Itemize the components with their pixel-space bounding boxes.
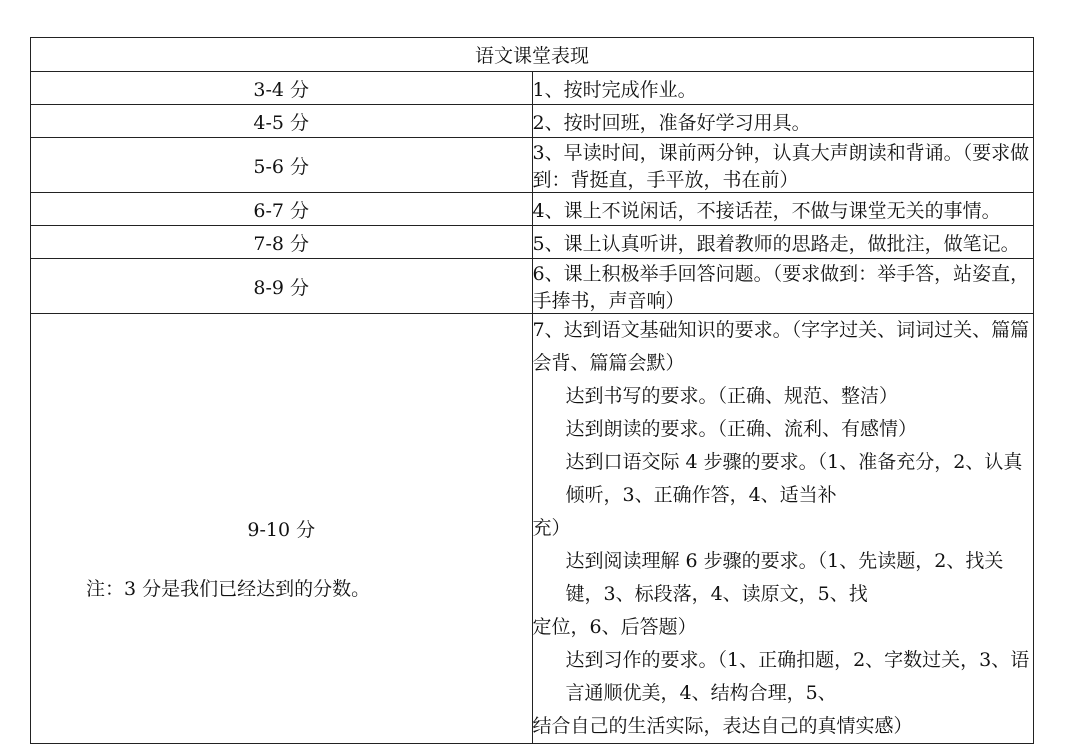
score-range: 8-9 分	[31, 259, 533, 314]
score-range: 7-8 分	[31, 226, 533, 259]
score-range: 3-4 分	[31, 72, 533, 105]
criteria-line: 达到阅读理解 6 步骤的要求。（1、先读题，2、找关键，3、标段落，4、读原文，5、找	[565, 550, 1004, 605]
criteria-text: 5、课上认真听讲，跟着教师的思路走，做批注，做笔记。	[532, 226, 1034, 259]
score-range: 6-7 分	[31, 193, 533, 226]
score-range: 9-10 分	[31, 314, 533, 744]
table-row-top-score	[31, 314, 1034, 744]
criteria-line: 7、达到语文基础知识的要求。（字字过关、词词过关、篇篇会背、篇篇会默）	[532, 319, 1030, 374]
criteria-text: 4、课上不说闲话，不接话茬，不做与课堂无关的事情。	[532, 193, 1034, 226]
table-row	[31, 193, 1034, 226]
criteria-line: 达到朗读的要求。（正确、流利、有感情）	[565, 418, 918, 440]
score-range: 4-5 分	[31, 105, 533, 138]
table-row	[31, 138, 1034, 193]
criteria-text-multiline	[532, 314, 1034, 744]
table-title-row	[31, 38, 1034, 72]
table-row	[31, 72, 1034, 105]
table-row	[31, 226, 1034, 259]
criteria-line: 达到习作的要求。（1、正确扣题，2、字数过关，3、语言通顺优美，4、结构合理，5、	[565, 649, 1030, 704]
classroom-performance-table	[30, 37, 1034, 744]
table-row	[31, 105, 1034, 138]
criteria-text: 3、早读时间，课前两分钟，认真大声朗读和背诵。（要求做到：背挺直，手平放，书在前）	[532, 138, 1034, 193]
footnote: 注：3 分是我们已经达到的分数。	[86, 578, 371, 600]
criteria-line: 结合自己的生活实际，表达自己的真情实感）	[532, 715, 913, 737]
criteria-line: 达到书写的要求。（正确、规范、整洁）	[565, 385, 899, 407]
criteria-text: 1、按时完成作业。	[532, 72, 1034, 105]
table-title: 语文课堂表现	[31, 38, 1034, 72]
criteria-text: 2、按时回班，准备好学习用具。	[532, 105, 1034, 138]
criteria-line: 定位，6、后答题）	[532, 616, 697, 638]
criteria-line: 充）	[532, 517, 571, 539]
criteria-text: 6、课上积极举手回答问题。（要求做到：举手答，站姿直，手捧书，声音响）	[532, 259, 1034, 314]
score-range: 5-6 分	[31, 138, 533, 193]
table-row	[31, 259, 1034, 314]
criteria-line: 达到口语交际 4 步骤的要求。（1、准备充分，2、认真倾听，3、正确作答，4、适当补	[565, 451, 1023, 506]
